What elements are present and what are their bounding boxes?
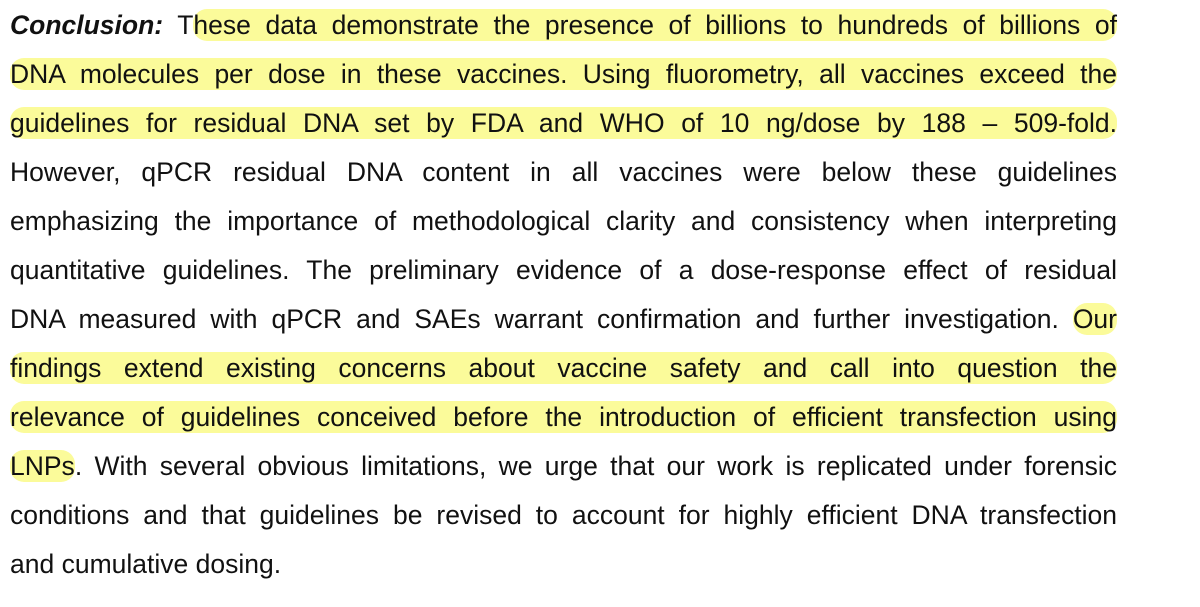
highlighted-text: guidelines for residual DNA set by FDA and WHO of 10 ng/dose by 188 – 509-fold. xyxy=(10,108,1117,138)
highlighted-text: LNPs xyxy=(10,451,75,481)
text-line xyxy=(10,50,1117,99)
plain-text: quantitative guidelines. The preliminary evidence of a dose-response effect of residual xyxy=(10,255,1117,285)
plain-text: conditions and that guidelines be revised to account for highly efficient DNA transfection xyxy=(10,500,1117,530)
plain-text: DNA measured with qPCR and SAEs warrant confirmation and further investigation. xyxy=(10,304,1073,334)
text-line xyxy=(10,295,1117,344)
plain-text: However, qPCR residual DNA content in all vaccines were below these guidelines xyxy=(10,157,1117,187)
text-line xyxy=(10,99,1117,148)
plain-text: T xyxy=(177,10,194,40)
plain-text: and cumulative dosing. xyxy=(10,549,282,579)
text-line xyxy=(10,393,1117,442)
highlighted-text: relevance of guidelines conceived before the introduction of efficient transfection using xyxy=(10,402,1117,432)
text-line xyxy=(10,197,1117,246)
text-line xyxy=(10,246,1117,295)
section-label: Conclusion: xyxy=(10,10,164,40)
highlighted-text: Our xyxy=(1072,304,1117,334)
text-line xyxy=(10,344,1117,393)
text-line xyxy=(10,491,1117,540)
plain-text: emphasizing the importance of methodological clarity and consistency when interpreting xyxy=(10,206,1117,236)
highlighted-text: findings extend existing concerns about vaccine safety and call into question the xyxy=(10,353,1117,383)
text-line xyxy=(10,442,1117,491)
plain-text: . With several obvious limitations, we urge that our work is replicated under forensic xyxy=(74,451,1117,481)
highlighted-text: DNA molecules per dose in these vaccines. Using fluorometry, all vaccines exceed the xyxy=(10,59,1117,89)
highlighted-text: hese data demonstrate the presence of billions to hundreds of billions of xyxy=(193,10,1117,40)
text-line xyxy=(10,540,1117,589)
text-line xyxy=(10,1,1117,50)
text-line xyxy=(10,148,1117,197)
